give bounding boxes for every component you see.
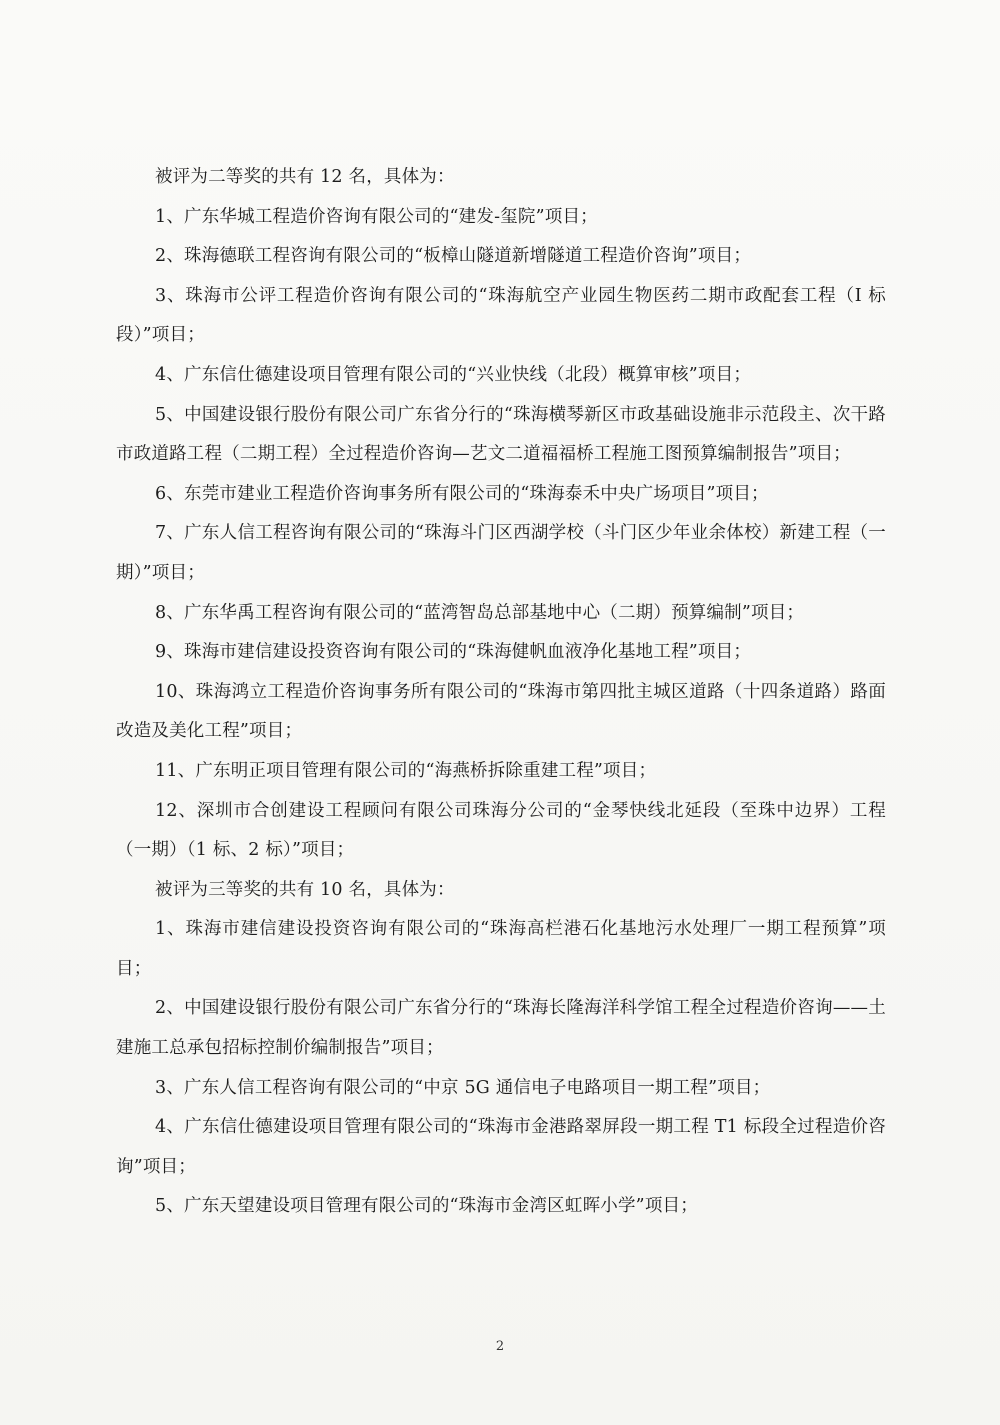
- list-item: 2、中国建设银行股份有限公司广东省分行的“珠海长隆海洋科学馆工程全过程造价咨询——土建施工总承包招标控制价编制报告”项目；: [116, 998, 886, 1059]
- document-body: [116, 158, 886, 1227]
- list-item: 2、珠海德联工程咨询有限公司的“板樟山隧道新增隧道工程造价咨询”项目；: [155, 246, 752, 267]
- list-item: 4、广东信仕德建设项目管理有限公司的“珠海市金港路翠屏段一期工程 T1 标段全过程造价咨询”项目；: [116, 1117, 886, 1177]
- list-item: 9、珠海市建信建设投资咨询有限公司的“珠海健帆血液净化基地工程”项目；: [155, 642, 752, 663]
- list-item: 1、广东华城工程造价咨询有限公司的“建发-玺院”项目；: [155, 206, 598, 227]
- list-item: 6、东莞市建业工程造价咨询事务所有限公司的“珠海泰禾中央广场项目”项目；: [155, 483, 769, 504]
- list-item: 1、珠海市建信建设投资咨询有限公司的“珠海高栏港石化基地污水处理厂一期工程预算”项目；: [116, 919, 886, 979]
- page-number: 2: [495, 1339, 505, 1354]
- section-heading-second-prize: 被评为二等奖的共有 12 名，具体为：: [155, 167, 455, 187]
- list-item: 5、中国建设银行股份有限公司广东省分行的“珠海横琴新区市政基础设施非示范段主、次干路市政道路工程（二期工程）全过程造价咨询—艺文二道福福桥工程施工图预算编制报告”项目；: [116, 404, 886, 465]
- list-item: 8、广东华禹工程咨询有限公司的“蓝湾智岛总部基地中心（二期）预算编制”项目；: [155, 602, 805, 623]
- list-item: 11、广东明正项目管理有限公司的“海燕桥拆除重建工程”项目；: [155, 760, 657, 781]
- list-item: 10、珠海鸿立工程造价咨询事务所有限公司的“珠海市第四批主城区道路（十四条道路）路面改造及美化工程”项目；: [116, 681, 886, 742]
- list-item: 12、深圳市合创建设工程顾问有限公司珠海分公司的“金琴快线北延段（至珠中边界）工程（一期）（1 标、2 标）”项目；: [116, 800, 886, 861]
- list-item: 3、珠海市公评工程造价咨询有限公司的“珠海航空产业园生物医药二期市政配套工程（I 标段）”项目；: [116, 285, 886, 346]
- list-item: 5、广东天望建设项目管理有限公司的“珠海市金湾区虹晖小学”项目；: [155, 1196, 698, 1217]
- list-item: 4、广东信仕德建设项目管理有限公司的“兴业快线（北段）概算审核”项目；: [155, 364, 752, 385]
- section-heading-third-prize: 被评为三等奖的共有 10 名，具体为：: [155, 879, 455, 900]
- list-item: 3、广东人信工程咨询有限公司的“中京 5G 通信电子电路项目一期工程”项目；: [155, 1077, 771, 1098]
- list-item: 7、广东人信工程咨询有限公司的“珠海斗门区西湖学校（斗门区少年业余体校）新建工程（一期）”项目；: [116, 523, 886, 583]
